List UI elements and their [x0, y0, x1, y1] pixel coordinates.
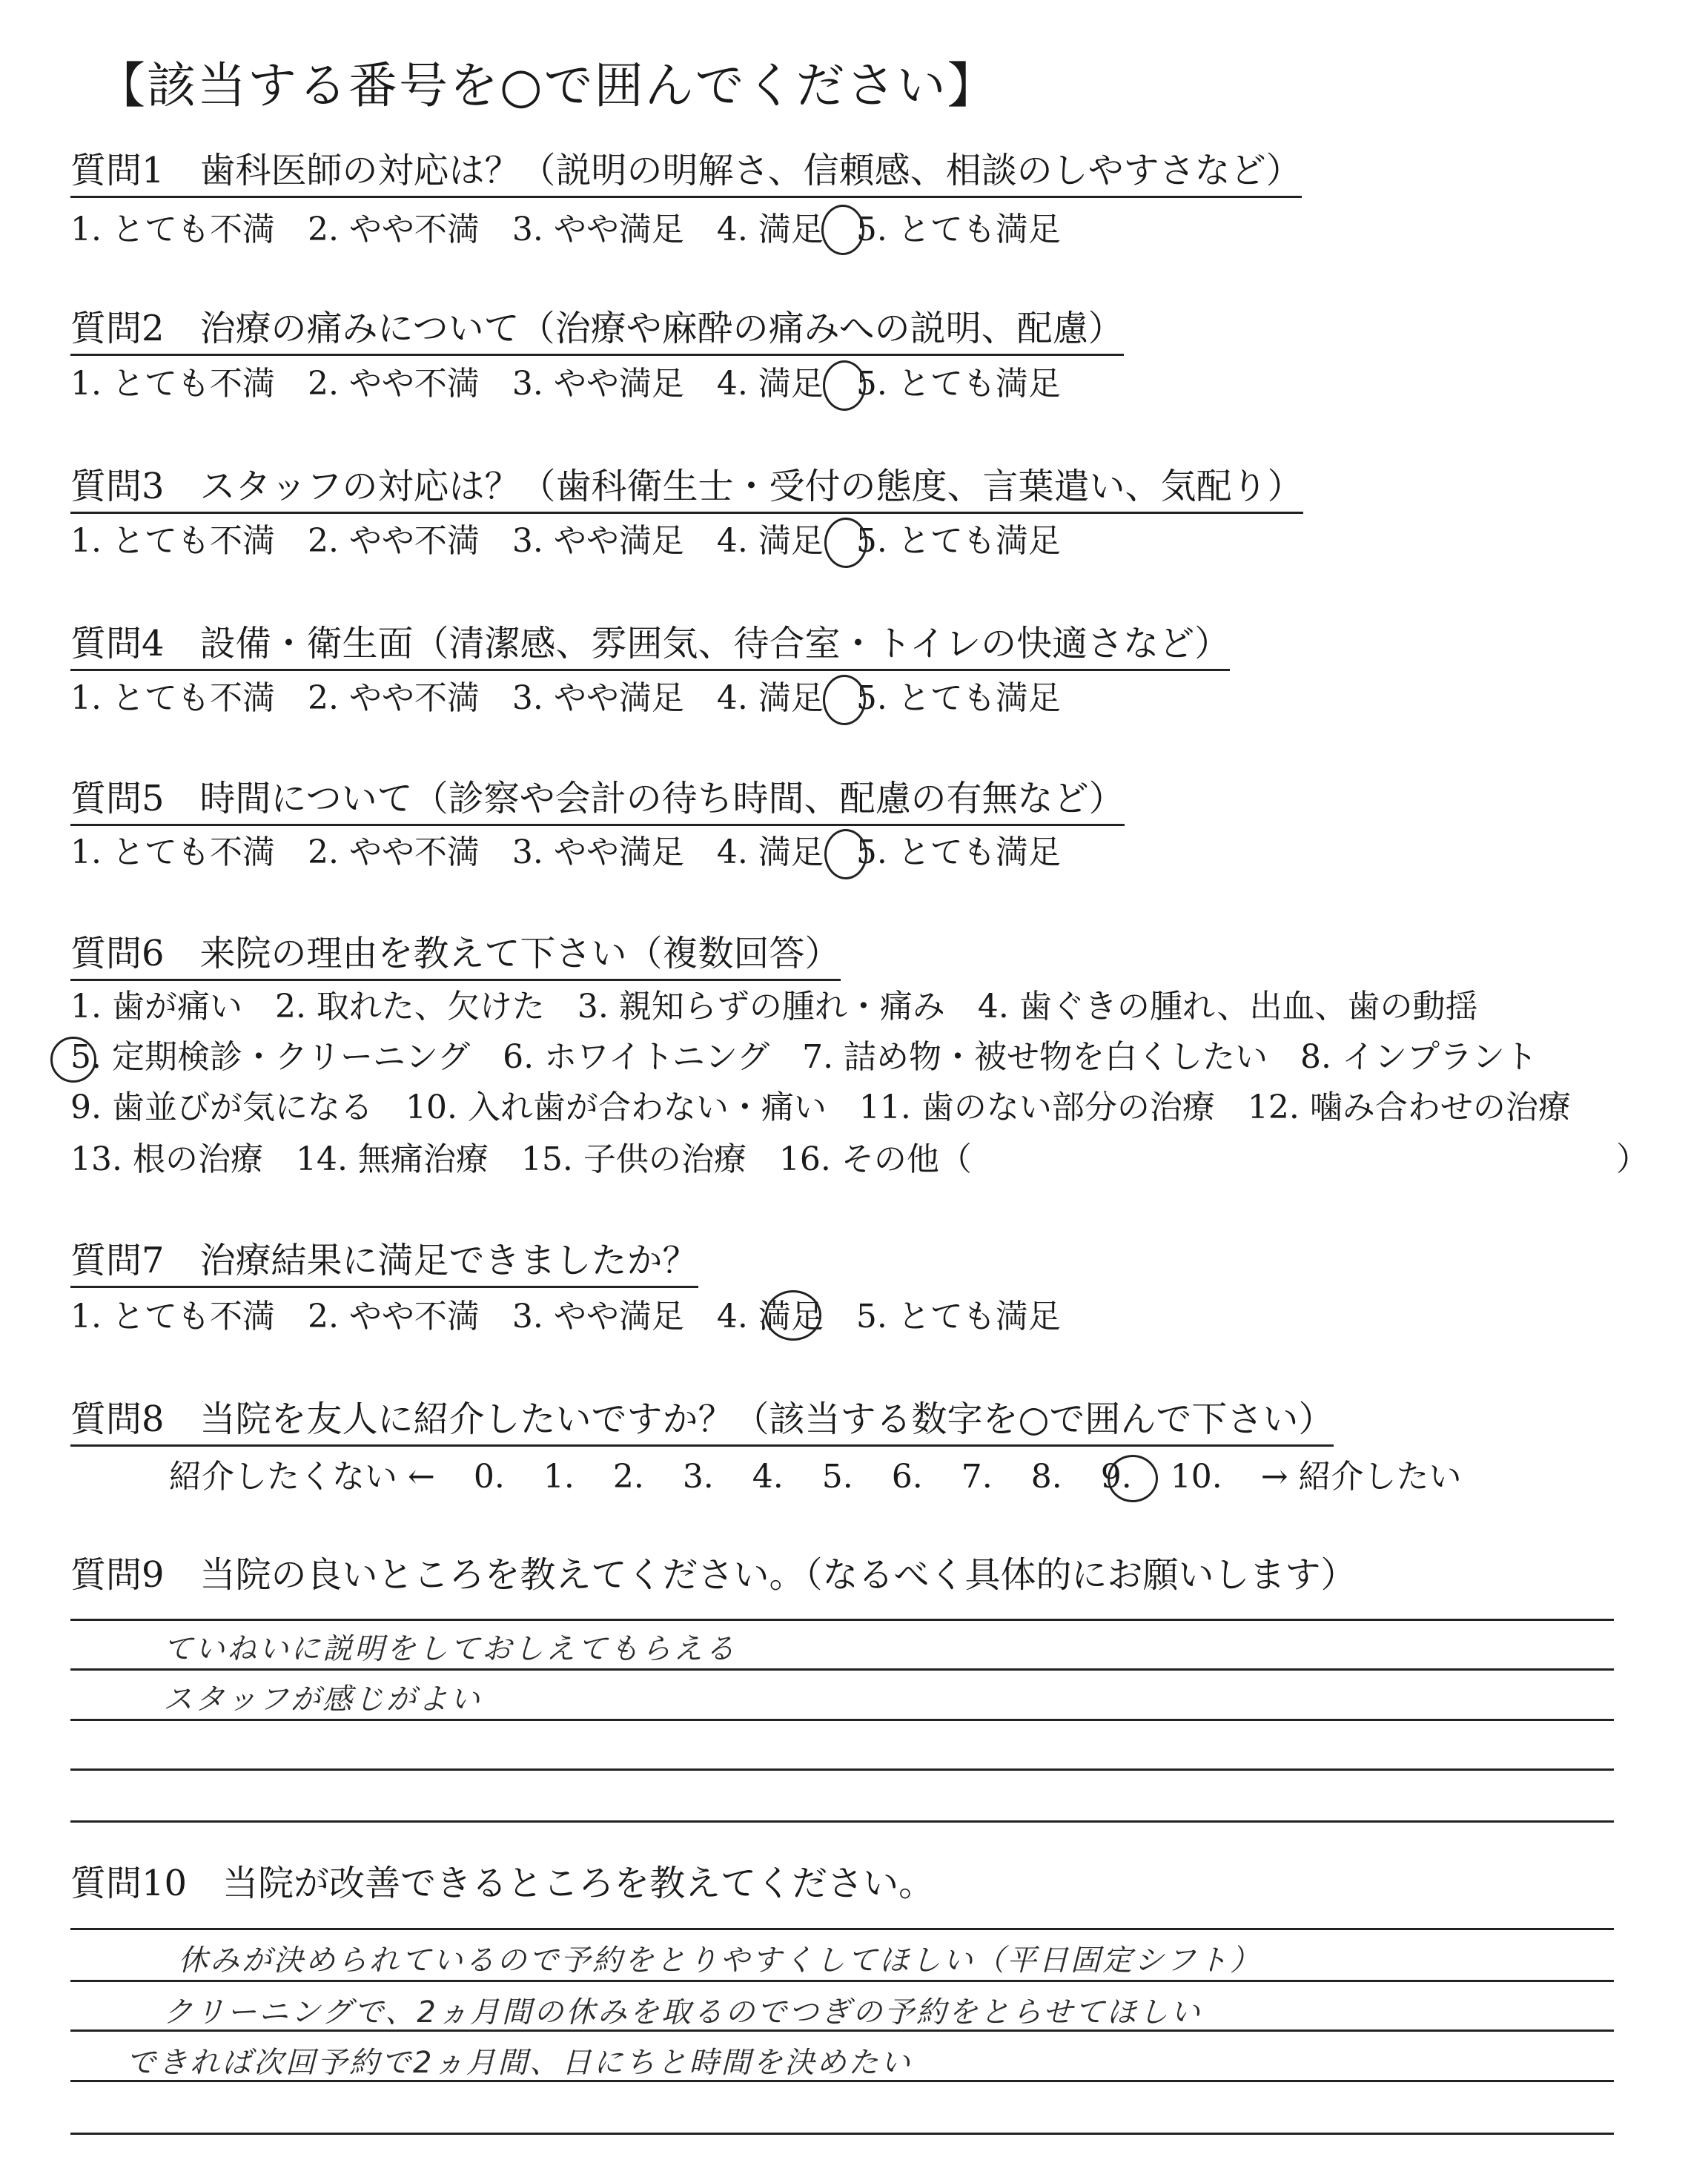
- question-6-line-1[interactable]: 1. 歯が痛い 2. 取れた、欠けた 3. 親知らずの腫れ・痛み 4. 歯ぐきの腫れ、出血、歯の動揺: [70, 988, 1478, 1025]
- answer-line: [70, 1619, 1614, 1621]
- selection-circle: [821, 205, 864, 255]
- selection-circle: [824, 518, 867, 568]
- page-title: 【該当する番号を○で囲んでください】: [96, 57, 998, 114]
- question-7-label: 質問7 治療結果に満足できましたか？: [70, 1238, 698, 1288]
- answer-line: [70, 2133, 1614, 2135]
- scale-4[interactable]: 4.: [752, 1458, 784, 1496]
- question-9-label: 質問9 当院の良いところを教えてください。（なるべく具体的にお願いします）: [70, 1554, 1357, 1596]
- scale-5[interactable]: 5.: [821, 1458, 853, 1496]
- scale-1[interactable]: 1.: [543, 1458, 575, 1496]
- question-6-line-2[interactable]: 5. 定期検診・クリーニング 6. ホワイトニング 7. 詰め物・被せ物を白くしたい 8. インプラント: [70, 1038, 1538, 1076]
- answer-line: [70, 1928, 1614, 1930]
- answer-line: [70, 1820, 1614, 1823]
- scale-9[interactable]: 9.: [1100, 1458, 1132, 1496]
- question-5-options[interactable]: 1. とても不満 2. やや不満 3. やや満足 4. 満足 5. とても満足: [70, 833, 1061, 871]
- answer-line: [70, 1719, 1614, 1721]
- question-6-line-4[interactable]: 13. 根の治療 14. 無痛治療 15. 子供の治療 16. その他（: [70, 1140, 972, 1178]
- scale-0[interactable]: 0.: [473, 1458, 505, 1496]
- question-3-options[interactable]: 1. とても不満 2. やや不満 3. やや満足 4. 満足 5. とても満足: [70, 522, 1061, 560]
- selection-circle: [823, 675, 866, 725]
- scale-10[interactable]: 10.: [1170, 1458, 1222, 1496]
- answer-line: [70, 1668, 1614, 1671]
- question-7-options[interactable]: 1. とても不満 2. やや不満 3. やや満足 4. 満足 5. とても満足: [70, 1298, 1061, 1335]
- question-9-answer-2[interactable]: スタッフが感じがよい: [163, 1682, 482, 1717]
- scale-right-label: → 紹介したい: [1260, 1458, 1462, 1496]
- question-1-options[interactable]: 1. とても不満 2. やや不満 3. やや満足 4. 満足 5. とても満足: [70, 211, 1061, 248]
- scale-2[interactable]: 2.: [612, 1458, 644, 1496]
- scale-7[interactable]: 7.: [961, 1458, 993, 1496]
- question-9-answer-1[interactable]: ていねいに説明をしておしえてもらえる: [163, 1632, 737, 1666]
- question-6-line-3[interactable]: 9. 歯並びが気になる 10. 入れ歯が合わない・痛い 11. 歯のない部分の治療 12. 噛み合わせの治療: [70, 1089, 1571, 1126]
- question-2-label: 質問2 治療の痛みについて（治療や麻酔の痛みへの説明、配慮）: [70, 306, 1124, 356]
- question-1-label: 質問1 歯科医師の対応は？（説明の明解さ、信頼感、相談のしやすさなど）: [70, 148, 1302, 198]
- question-10-answer-3[interactable]: できれば次回予約で2ヵ月間、日にちと時間を決めたい: [126, 2046, 913, 2080]
- question-8-label: 質問8 当院を友人に紹介したいですか？（該当する数字を○で囲んで下さい）: [70, 1397, 1334, 1447]
- question-10-answer-2[interactable]: クリーニングで、2ヵ月間の休みを取るのでつぎの予約をとらせてほしい: [163, 1995, 1202, 2029]
- answer-line: [70, 1768, 1614, 1771]
- question-6-label: 質問6 来院の理由を教えて下さい（複数回答）: [70, 931, 841, 981]
- question-4-options[interactable]: 1. とても不満 2. やや不満 3. やや満足 4. 満足 5. とても満足: [70, 679, 1061, 717]
- question-10-answer-1[interactable]: 休みが決められているので予約をとりやすくしてほしい（平日固定シフト）: [178, 1943, 1262, 1978]
- question-5-label: 質問5 時間について（診察や会計の待ち時間、配慮の有無など）: [70, 776, 1125, 826]
- question-10-label: 質問10 当院が改善できるところを教えてください。: [70, 1863, 935, 1904]
- selection-circle: [1108, 1455, 1158, 1502]
- selection-circle: [823, 360, 866, 411]
- question-6-other-close: ）: [1616, 1140, 1649, 1178]
- scale-3[interactable]: 3.: [682, 1458, 714, 1496]
- selection-circle: [765, 1290, 821, 1341]
- question-3-label: 質問3 スタッフの対応は？（歯科衛生士・受付の態度、言葉遣い、気配り）: [70, 464, 1303, 514]
- scale-6[interactable]: 6.: [891, 1458, 923, 1496]
- scale-left-label: 紹介したくない ←: [169, 1458, 435, 1496]
- question-2-options[interactable]: 1. とても不満 2. やや不満 3. やや満足 4. 満足 5. とても満足: [70, 365, 1061, 403]
- scale-8[interactable]: 8.: [1030, 1458, 1062, 1496]
- question-4-label: 質問4 設備・衛生面（清潔感、雰囲気、待合室・トイレの快適さなど）: [70, 621, 1230, 671]
- answer-line: [70, 1980, 1614, 1982]
- selection-circle: [50, 1037, 96, 1083]
- selection-circle: [824, 829, 867, 879]
- question-8-scale[interactable]: [169, 1456, 1490, 1498]
